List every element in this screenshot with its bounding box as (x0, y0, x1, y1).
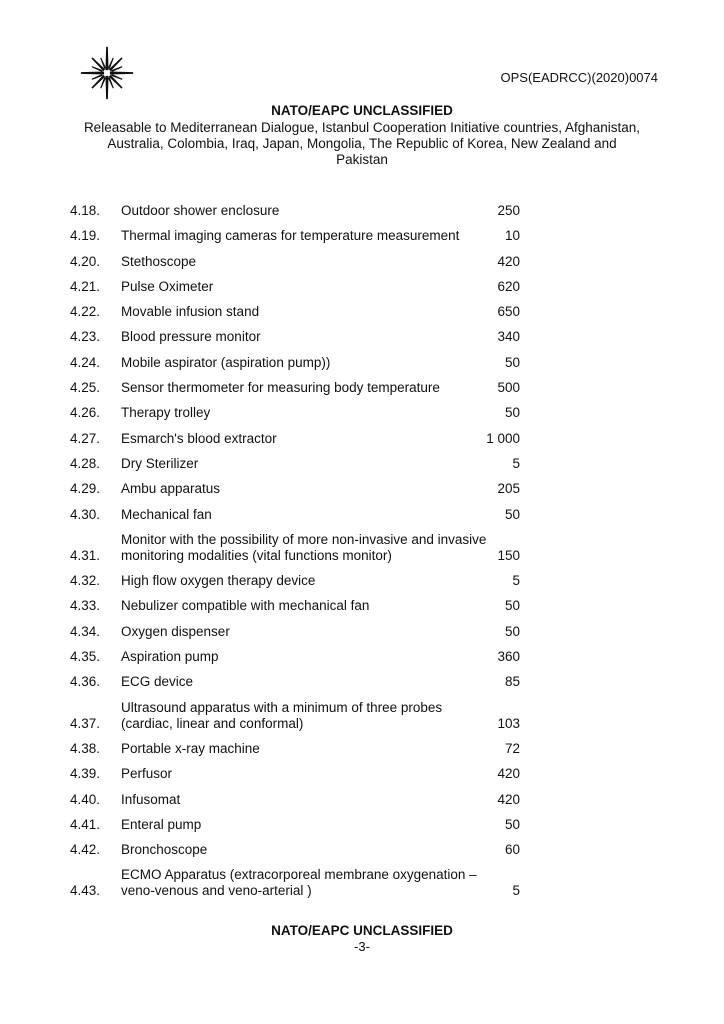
item-quantity: 250 (497, 203, 520, 218)
list-item (70, 456, 520, 472)
item-quantity: 72 (504, 740, 520, 756)
item-quantity: 205 (497, 481, 520, 497)
item-number: 4.18. (70, 203, 101, 218)
item-description: ECMO Apparatus (extracorporeal membrane oxygenation – veno-venous and veno-arterial ) (121, 867, 477, 899)
item-number: 4.24. (70, 354, 101, 370)
item-number: 4.40. (70, 791, 101, 807)
page-number: -3- (354, 939, 370, 954)
item-quantity: 50 (504, 598, 520, 614)
item-description: Blood pressure monitor (121, 329, 261, 345)
item-quantity: 50 (504, 506, 520, 522)
list-item (70, 598, 520, 614)
item-quantity: 5 (512, 573, 520, 589)
item-quantity: 85 (504, 674, 520, 690)
item-number: 4.33. (70, 598, 101, 614)
item-quantity: 500 (497, 380, 520, 396)
item-quantity: 340 (497, 329, 520, 345)
item-quantity: 5 (512, 455, 520, 471)
item-description: Mobile aspirator (aspiration pump)) (121, 354, 331, 370)
item-number: 4.21. (70, 278, 101, 294)
equipment-list (70, 203, 520, 899)
list-item (70, 624, 520, 640)
item-quantity: 650 (497, 304, 520, 320)
item-number: 4.31. (70, 547, 101, 563)
item-description: Oxygen dispenser (121, 623, 230, 639)
item-number: 4.34. (70, 623, 101, 639)
list-item (70, 304, 520, 320)
item-description: Enteral pump (121, 816, 202, 832)
item-description: Esmarch's blood extractor (121, 430, 277, 446)
item-description: Ultrasound apparatus with a minimum of three probes (cardiac, linear and conformal) (121, 699, 443, 731)
item-description: Therapy trolley (121, 405, 211, 421)
list-item (70, 355, 520, 371)
footer-classification-label: NATO/EAPC UNCLASSIFIED (271, 923, 453, 938)
list-item (70, 766, 520, 782)
item-quantity: 1 000 (486, 430, 520, 446)
item-number: 4.36. (70, 674, 101, 690)
list-item (70, 481, 520, 497)
item-number: 4.28. (70, 455, 101, 471)
item-quantity: 50 (504, 405, 520, 421)
item-description: Nebulizer compatible with mechanical fan (121, 598, 370, 614)
item-number: 4.26. (70, 405, 101, 421)
classification-footer (0, 922, 724, 955)
list-item (70, 649, 520, 665)
list-item (70, 507, 520, 523)
item-description: Outdoor shower enclosure (121, 203, 280, 218)
item-quantity: 420 (497, 791, 520, 807)
item-description: Ambu apparatus (121, 481, 221, 497)
item-number: 4.30. (70, 506, 101, 522)
list-item (70, 329, 520, 345)
list-item (70, 700, 520, 732)
item-number: 4.39. (70, 766, 101, 782)
releasability-statement: Releasable to Mediterranean Dialogue, Istanbul Cooperation Initiative countries, Afghanistan, Australia, Colombia, Iraq, Japan, Mongolia, The Republic of Korea, New Zealand and Pakistan (83, 120, 641, 167)
item-quantity: 50 (504, 816, 520, 832)
item-quantity: 50 (504, 354, 520, 370)
item-description: Mechanical fan (121, 506, 212, 522)
list-item (70, 203, 520, 219)
list-item (70, 792, 520, 808)
item-number: 4.37. (70, 715, 101, 731)
list-item (70, 431, 520, 447)
item-quantity: 5 (512, 883, 520, 899)
item-description: Bronchoscope (121, 842, 208, 858)
list-item (70, 817, 520, 833)
item-quantity: 360 (497, 649, 520, 665)
item-description: Movable infusion stand (121, 304, 260, 320)
item-description: Pulse Oximeter (121, 278, 214, 294)
item-quantity: 420 (497, 766, 520, 782)
list-item (70, 573, 520, 589)
list-item (70, 405, 520, 421)
item-description: Stethoscope (121, 253, 197, 269)
classification-header (0, 102, 724, 168)
list-item (70, 380, 520, 396)
item-number: 4.32. (70, 573, 101, 589)
item-number: 4.22. (70, 304, 101, 320)
item-description: Monitor with the possibility of more non-invasive and invasive monitoring modalities (vital functions monitor) (121, 531, 487, 563)
list-item (70, 842, 520, 858)
item-number: 4.27. (70, 430, 101, 446)
item-quantity: 620 (497, 278, 520, 294)
list-item (70, 279, 520, 295)
item-description: Aspiration pump (121, 649, 219, 665)
list-item (70, 867, 520, 899)
item-number: 4.42. (70, 842, 101, 858)
item-quantity: 50 (504, 623, 520, 639)
item-quantity: 60 (504, 842, 520, 858)
item-number: 4.23. (70, 329, 101, 345)
list-item (70, 228, 520, 244)
item-quantity: 150 (497, 547, 520, 563)
list-item (70, 532, 520, 564)
item-description: Sensor thermometer for measuring body temperature (121, 380, 440, 396)
item-number: 4.19. (70, 228, 101, 244)
item-quantity: 10 (504, 228, 520, 244)
item-number: 4.20. (70, 253, 101, 269)
item-number: 4.25. (70, 380, 101, 396)
item-description: Portable x-ray machine (121, 740, 260, 756)
item-description: ECG device (121, 674, 194, 690)
item-number: 4.38. (70, 740, 101, 756)
item-number: 4.43. (70, 883, 101, 899)
list-item (70, 741, 520, 757)
list-item (70, 254, 520, 270)
item-description: High flow oxygen therapy device (121, 573, 316, 589)
item-description: Thermal imaging cameras for temperature measurement (121, 228, 460, 244)
item-description: Dry Sterilizer (121, 455, 199, 471)
classification-label: NATO/EAPC UNCLASSIFIED (271, 103, 453, 118)
item-number: 4.41. (70, 816, 101, 832)
item-quantity: 103 (497, 715, 520, 731)
list-item (70, 674, 520, 690)
item-number: 4.35. (70, 649, 101, 665)
nato-logo-icon (78, 44, 136, 102)
item-description: Infusomat (121, 791, 181, 807)
document-reference: OPS(EADRCC)(2020)0074 (500, 70, 658, 85)
item-quantity: 420 (497, 253, 520, 269)
item-description: Perfusor (121, 766, 173, 782)
item-number: 4.29. (70, 481, 101, 497)
